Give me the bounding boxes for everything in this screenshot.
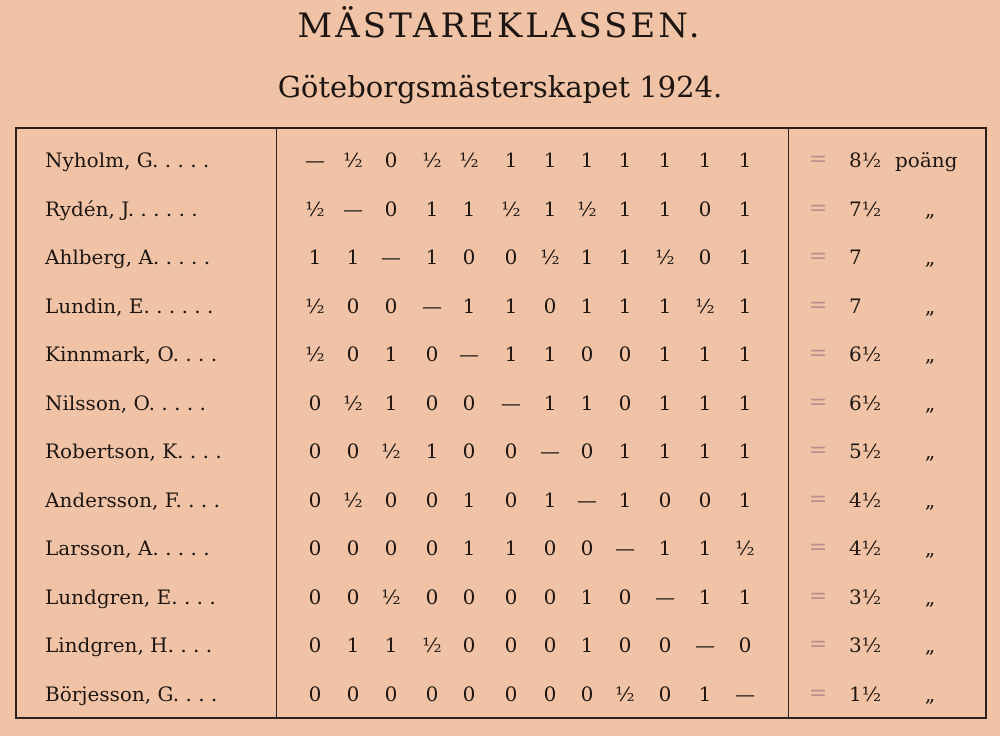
total-score: 7½ bbox=[849, 196, 882, 221]
game-result: 1 bbox=[658, 196, 672, 221]
game-result: — bbox=[540, 439, 560, 463]
table-row bbox=[17, 330, 985, 378]
game-result: 1 bbox=[738, 584, 752, 609]
game-result: 1 bbox=[738, 293, 752, 318]
game-result: 0 bbox=[384, 681, 398, 706]
equals-sign: = bbox=[808, 389, 828, 415]
game-result: 0 bbox=[543, 293, 557, 318]
game-result: 1 bbox=[425, 439, 439, 463]
player-name: Kinnmark, O. . . . bbox=[45, 342, 218, 366]
game-result: 1 bbox=[504, 293, 518, 318]
game-result: 1 bbox=[618, 245, 632, 269]
game-result: 0 bbox=[384, 536, 398, 560]
game-result: 1 bbox=[738, 439, 752, 463]
game-result: 1 bbox=[346, 245, 360, 269]
game-result: 0 bbox=[462, 390, 476, 415]
game-result: ½ bbox=[343, 390, 363, 415]
game-result: 0 bbox=[580, 536, 594, 560]
game-result: 1 bbox=[698, 439, 712, 463]
game-result: 1 bbox=[308, 245, 322, 269]
game-result: 0 bbox=[504, 487, 518, 512]
game-result: 0 bbox=[698, 196, 712, 221]
game-result: 0 bbox=[504, 633, 518, 657]
game-result: 1 bbox=[425, 245, 439, 269]
game-result: 1 bbox=[658, 293, 672, 318]
game-result: 0 bbox=[580, 439, 594, 463]
game-result: ½ bbox=[695, 293, 715, 318]
score-unit: „ bbox=[924, 293, 936, 318]
game-result: ½ bbox=[459, 148, 479, 172]
score-unit: „ bbox=[924, 536, 936, 560]
total-score: 3½ bbox=[849, 584, 882, 609]
game-result: 0 bbox=[543, 633, 557, 657]
total-score: 7 bbox=[849, 293, 862, 318]
equals-sign: = bbox=[808, 632, 828, 657]
game-result: 1 bbox=[580, 633, 594, 657]
equals-sign: = bbox=[808, 583, 828, 609]
game-result: 0 bbox=[462, 681, 476, 706]
game-result: 0 bbox=[504, 245, 518, 269]
game-result: 1 bbox=[580, 245, 594, 269]
table-row bbox=[17, 476, 985, 524]
game-result: 1 bbox=[618, 439, 632, 463]
total-score: 6½ bbox=[849, 342, 882, 366]
game-result: ½ bbox=[381, 439, 401, 463]
equals-sign: = bbox=[808, 244, 828, 269]
game-result: 0 bbox=[346, 439, 360, 463]
game-result: 0 bbox=[618, 390, 632, 415]
page-subtitle: Göteborgsmästerskapet 1924. bbox=[277, 70, 723, 104]
game-result: 1 bbox=[698, 681, 712, 706]
table-row bbox=[17, 282, 985, 330]
table-row bbox=[17, 136, 985, 184]
game-result: 1 bbox=[698, 148, 712, 172]
game-result: ½ bbox=[501, 196, 521, 221]
game-result: — bbox=[577, 487, 597, 512]
game-result: ½ bbox=[615, 681, 635, 706]
game-result: 1 bbox=[580, 390, 594, 415]
game-result: 0 bbox=[462, 584, 476, 609]
game-result: 1 bbox=[618, 196, 632, 221]
game-result: ½ bbox=[422, 633, 442, 657]
game-result: 1 bbox=[384, 390, 398, 415]
game-result: 0 bbox=[425, 390, 439, 415]
score-unit: „ bbox=[924, 487, 936, 512]
score-unit: „ bbox=[924, 633, 936, 657]
table-row bbox=[17, 573, 985, 621]
score-unit: „ bbox=[924, 342, 936, 366]
score-unit: „ bbox=[924, 196, 936, 221]
game-result: 0 bbox=[504, 439, 518, 463]
total-score: 4½ bbox=[849, 536, 882, 560]
game-result: 1 bbox=[698, 342, 712, 366]
game-result: 1 bbox=[543, 487, 557, 512]
game-result: — bbox=[735, 681, 755, 706]
player-name: Larsson, A. . . . . bbox=[45, 536, 210, 560]
game-result: — bbox=[381, 245, 401, 269]
score-unit: „ bbox=[924, 681, 936, 706]
results-crosstable bbox=[15, 127, 987, 719]
game-result: 0 bbox=[618, 584, 632, 609]
score-unit: poäng bbox=[895, 148, 958, 172]
game-result: — bbox=[615, 536, 635, 560]
game-result: 1 bbox=[543, 148, 557, 172]
game-result: ½ bbox=[577, 196, 597, 221]
total-score: 4½ bbox=[849, 487, 882, 512]
player-name: Rydén, J. . . . . . bbox=[45, 196, 198, 221]
game-result: 0 bbox=[425, 536, 439, 560]
game-result: 1 bbox=[543, 196, 557, 221]
game-result: 0 bbox=[346, 293, 360, 318]
game-result: 1 bbox=[698, 584, 712, 609]
game-result: — bbox=[695, 633, 715, 657]
game-result: 0 bbox=[308, 439, 322, 463]
equals-sign: = bbox=[808, 486, 828, 512]
game-result: 0 bbox=[308, 633, 322, 657]
game-result: 1 bbox=[658, 390, 672, 415]
game-result: 1 bbox=[346, 633, 360, 657]
game-result: 1 bbox=[425, 196, 439, 221]
game-result: 0 bbox=[425, 681, 439, 706]
table-row bbox=[17, 379, 985, 427]
game-result: 0 bbox=[308, 536, 322, 560]
game-result: — bbox=[459, 342, 479, 366]
score-unit: „ bbox=[924, 390, 936, 415]
game-result: 1 bbox=[658, 536, 672, 560]
equals-sign: = bbox=[808, 147, 828, 172]
game-result: 1 bbox=[618, 487, 632, 512]
player-name: Nyholm, G. . . . . bbox=[45, 148, 210, 172]
game-result: ½ bbox=[422, 148, 442, 172]
game-result: 1 bbox=[580, 293, 594, 318]
game-result: 1 bbox=[504, 148, 518, 172]
game-result: 1 bbox=[462, 487, 476, 512]
game-result: 1 bbox=[580, 584, 594, 609]
total-score: 8½ bbox=[849, 148, 882, 172]
game-result: ½ bbox=[305, 293, 325, 318]
total-score: 7 bbox=[849, 245, 862, 269]
game-result: 0 bbox=[698, 245, 712, 269]
game-result: ½ bbox=[540, 245, 560, 269]
game-result: 0 bbox=[658, 681, 672, 706]
game-result: 0 bbox=[425, 342, 439, 366]
game-result: 1 bbox=[618, 293, 632, 318]
game-result: ½ bbox=[343, 487, 363, 512]
game-result: 0 bbox=[346, 536, 360, 560]
equals-sign: = bbox=[808, 195, 828, 221]
game-result: 1 bbox=[504, 536, 518, 560]
game-result: 1 bbox=[384, 633, 398, 657]
game-result: ½ bbox=[305, 196, 325, 221]
game-result: 0 bbox=[618, 633, 632, 657]
game-result: 1 bbox=[738, 487, 752, 512]
game-result: 1 bbox=[738, 390, 752, 415]
game-result: 1 bbox=[462, 536, 476, 560]
game-result: 0 bbox=[425, 584, 439, 609]
game-result: 1 bbox=[580, 148, 594, 172]
game-result: ½ bbox=[305, 342, 325, 366]
equals-sign: = bbox=[808, 292, 828, 318]
player-name: Lindgren, H. . . . bbox=[45, 633, 213, 657]
game-result: 0 bbox=[543, 536, 557, 560]
game-result: 0 bbox=[504, 681, 518, 706]
score-unit: „ bbox=[924, 584, 936, 609]
equals-sign: = bbox=[808, 438, 828, 463]
player-name: Börjesson, G. . . . bbox=[45, 681, 218, 706]
score-unit: „ bbox=[924, 245, 936, 269]
game-result: 1 bbox=[738, 342, 752, 366]
player-name: Lundin, E. . . . . . bbox=[45, 293, 214, 318]
table-row bbox=[17, 185, 985, 233]
player-name: Lundgren, E. . . . bbox=[45, 584, 216, 609]
game-result: 0 bbox=[384, 487, 398, 512]
game-result: 0 bbox=[580, 342, 594, 366]
game-result: — bbox=[422, 293, 442, 318]
game-result: 1 bbox=[738, 196, 752, 221]
table-row bbox=[17, 670, 985, 718]
game-result: 1 bbox=[618, 148, 632, 172]
game-result: ½ bbox=[343, 148, 363, 172]
game-result: 0 bbox=[384, 196, 398, 221]
equals-sign: = bbox=[808, 535, 828, 560]
game-result: 0 bbox=[543, 681, 557, 706]
game-result: 1 bbox=[658, 148, 672, 172]
table-row bbox=[17, 524, 985, 572]
game-result: 1 bbox=[698, 390, 712, 415]
table-row bbox=[17, 233, 985, 281]
total-score: 1½ bbox=[849, 681, 882, 706]
total-score: 3½ bbox=[849, 633, 882, 657]
game-result: 0 bbox=[658, 487, 672, 512]
game-result: — bbox=[501, 390, 521, 415]
game-result: ½ bbox=[381, 584, 401, 609]
table-row bbox=[17, 621, 985, 669]
game-result: 0 bbox=[543, 584, 557, 609]
game-result: 0 bbox=[462, 633, 476, 657]
player-name: Robertson, K. . . . bbox=[45, 439, 222, 463]
game-result: 0 bbox=[346, 681, 360, 706]
game-result: 0 bbox=[504, 584, 518, 609]
equals-sign: = bbox=[808, 680, 828, 706]
table-row bbox=[17, 427, 985, 475]
game-result: 0 bbox=[308, 487, 322, 512]
game-result: 1 bbox=[504, 342, 518, 366]
game-result: 1 bbox=[658, 439, 672, 463]
game-result: 0 bbox=[462, 439, 476, 463]
game-result: 0 bbox=[308, 584, 322, 609]
game-result: 0 bbox=[308, 681, 322, 706]
game-result: 0 bbox=[384, 293, 398, 318]
equals-sign: = bbox=[808, 341, 828, 366]
game-result: — bbox=[655, 584, 675, 609]
total-score: 6½ bbox=[849, 390, 882, 415]
game-result: 1 bbox=[698, 536, 712, 560]
game-result: 0 bbox=[580, 681, 594, 706]
game-result: 0 bbox=[698, 487, 712, 512]
game-result: — bbox=[343, 196, 363, 221]
game-result: 0 bbox=[618, 342, 632, 366]
game-result: 1 bbox=[384, 342, 398, 366]
game-result: 0 bbox=[346, 584, 360, 609]
game-result: 0 bbox=[346, 342, 360, 366]
total-score: 5½ bbox=[849, 439, 882, 463]
player-name: Andersson, F. . . . bbox=[45, 487, 220, 512]
game-result: 0 bbox=[658, 633, 672, 657]
game-result: 1 bbox=[462, 293, 476, 318]
game-result: 0 bbox=[425, 487, 439, 512]
score-unit: „ bbox=[924, 439, 936, 463]
game-result: 0 bbox=[462, 245, 476, 269]
game-result: 0 bbox=[384, 148, 398, 172]
game-result: ½ bbox=[655, 245, 675, 269]
game-result: ½ bbox=[735, 536, 755, 560]
game-result: 1 bbox=[543, 390, 557, 415]
game-result: 0 bbox=[308, 390, 322, 415]
game-result: — bbox=[305, 148, 325, 172]
player-name: Ahlberg, A. . . . . bbox=[45, 245, 211, 269]
game-result: 1 bbox=[738, 245, 752, 269]
page-title: MÄSTAREKLASSEN. bbox=[297, 6, 703, 46]
player-name: Nilsson, O. . . . . bbox=[45, 390, 206, 415]
game-result: 1 bbox=[658, 342, 672, 366]
game-result: 1 bbox=[543, 342, 557, 366]
game-result: 1 bbox=[738, 148, 752, 172]
game-result: 0 bbox=[738, 633, 752, 657]
game-result: 1 bbox=[462, 196, 476, 221]
